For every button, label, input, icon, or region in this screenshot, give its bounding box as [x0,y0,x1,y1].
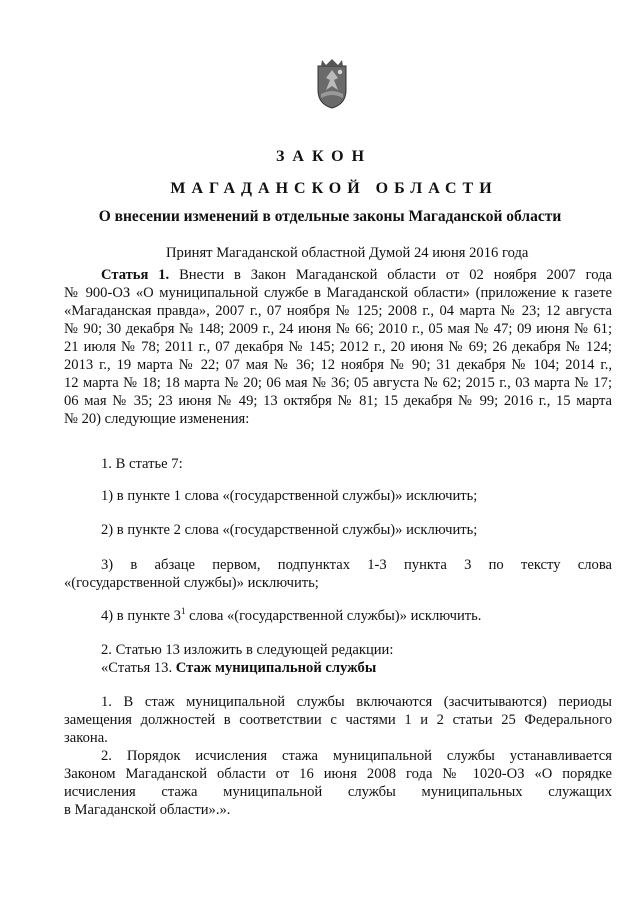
quoted-paragraph-line: 2. Порядок исчисления стажа муниципальной службы устанавливается [101,748,612,764]
item-1-sub-2: 2) в пункте 2 слова «(государственной службы)» исключить; [101,522,478,538]
article-1-line: № 90; 30 декабря № 148; 2009 г., 24 июня № 66; 2010 г., 05 мая № 47; 09 июня № 61; [64,321,612,337]
article-1-line: 06 мая № 35; 23 июня № 49; 13 октября № 81; 15 декабря № 99; 2016 г., 15 марта [64,393,612,409]
law-region-title: МАГАДАНСКОЙ ОБЛАСТИ [170,180,498,197]
item-2-heading: 2. Статью 13 изложить в следующей редакции: [101,642,394,658]
quoted-paragraph-2 [64,747,612,819]
article-1-paragraph [64,266,612,428]
item-1-sub-3 [64,556,612,592]
item-1-sub-3-line: 3) в абзаце первом, подпунктах 1-3 пункта 3 по тексту слова [101,557,612,573]
coat-of-arms-emblem [312,56,352,110]
law-title: ЗАКОН [275,148,373,165]
article-1-line: Статья 1. Внести в Закон Магаданской области от 02 ноября 2007 года [101,267,612,283]
article-1-label: Статья 1. [101,267,170,283]
superscript: 1 [180,606,186,617]
quoted-paragraph-line: закона. [64,730,108,746]
quoted-paragraph-line: 1. В стаж муниципальной службы включаются (засчитываются) периоды [101,694,612,710]
article-1-line: 12 марта № 18; 18 марта № 20; 06 мая № 36; 05 августа № 62; 2015 г., 03 марта № 17; [64,375,612,391]
item-1-heading: 1. В статье 7: [101,456,183,472]
law-subtitle: О внесении изменений в отдельные законы Магаданской области [98,208,562,225]
quote-article-title: Стаж муниципальной службы [175,660,377,676]
item-1-sub-1: 1) в пункте 1 слова «(государственной службы)» исключить; [101,488,478,504]
quoted-paragraph-line: исчисления стажа муниципальной службы муниципальных служащих [64,784,612,800]
item-1-sub-4: 4) в пункте $3^1$ слова «(государственной службы)» исключить. [101,606,482,624]
quoted-paragraph-1 [64,693,612,747]
article-1-line: № 900-ОЗ «О муниципальной службе в Магаданской области» (приложение к газете [64,285,612,301]
item-1-sub-3-line: «(государственной службы)» исключить; [64,575,319,591]
item-2-quote-heading: «Статья 13. Стаж муниципальной службы [101,660,377,676]
quoted-paragraph-line: Законом Магаданской области от 16 июня 2008 года № 1020-ОЗ «О порядке [64,766,612,782]
quoted-paragraph-line: в Магаданской области».». [64,802,231,818]
quoted-paragraph-line: замещения должностей в соответствии с частями 1 и 2 статьи 25 Федерального [64,712,612,728]
article-1-line: № 20) следующие изменения: [64,411,250,427]
article-1-line: 21 июля № 78; 2011 г., 07 декабря № 145; 2012 г., 20 июня № 69; 26 декабря № 124; [64,339,612,355]
article-1-line: 2013 г., 19 марта № 22; 07 мая № 36; 12 ноября № 90; 31 декабря № 104; 2014 г., [64,357,612,373]
article-1-line: «Магаданская правда», 2007 г., 07 ноября № 125; 2008 г., 04 марта № 23; 12 августа [64,303,612,319]
adoption-note: Принят Магаданской областной Думой 24 июня 2016 года [166,245,529,261]
